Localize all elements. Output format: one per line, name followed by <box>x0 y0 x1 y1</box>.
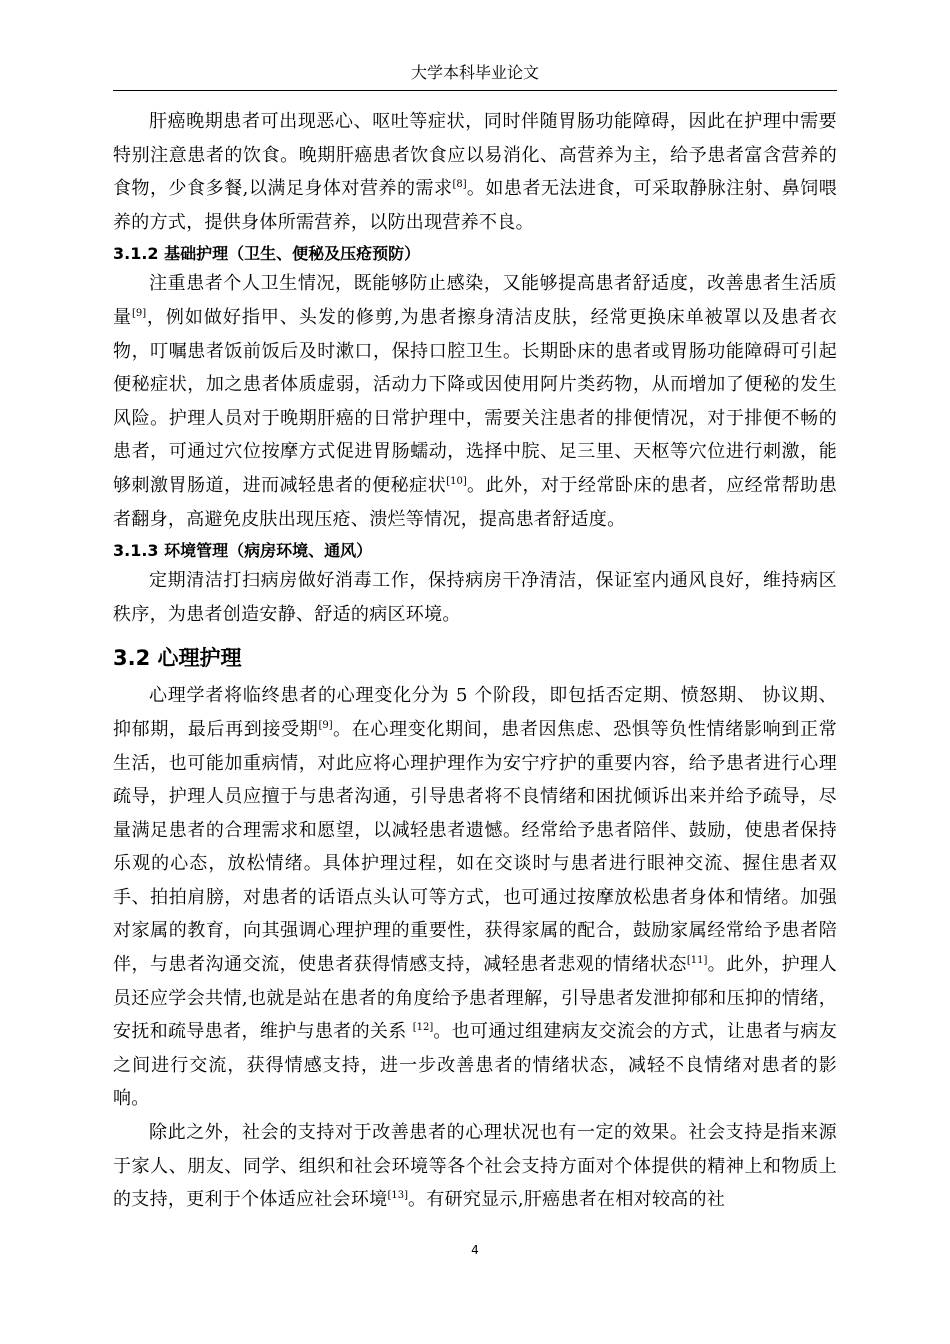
paragraph-text: ，例如做好指甲、头发的修剪,为患者擦身清洁皮肤，经常更换床单被罩以及患者衣物，叮嘱患者饭前饭后及时漱口，保持口腔卫生。长期卧床的患者或胃肠功能障碍可引起便秘症状，加之患者体质虚弱，活动力下降或因使用阿片类药物，从而增加了便秘的发生风险。护理人员对于晚期肝癌的日常护理中，需要关注患者的排便情况，对于排便不畅的患者，可通过穴位按摩方式促进胃肠蠕动，选择中脘、足三里、天枢等穴位进行刺激，能够刺激胃肠道，进而减轻患者的便秘症状 <box>113 306 837 496</box>
page-number: 4 <box>471 1243 479 1257</box>
paragraph-text: 注重患者个人卫生情况，既能够防止感染，又能够提高患者舒适度，改善患者生活质量 <box>113 273 837 328</box>
paragraph-text: 肝癌晚期患者可出现恶心、呕吐等症状，同时伴随胃肠功能障碍，因此在护理中需要特别注意患者的饮食。晚期肝癌患者饮食应以易消化、高营养为主，给予患者富含营养的食物，少食多餐,以满足身体对营养的需求 <box>113 111 837 200</box>
paragraph-text: 定期清洁打扫病房做好消毒工作，保持病房干净清洁，保证室内通风良好，维持病区秩序，为患者创造安静、舒适的病区环境。 <box>113 570 837 625</box>
paragraph-text: 。也可通过组建病友交流会的方式，让患者与病友之间进行交流，获得情感支持，进一步改善患者的情绪状态，减轻不良情绪对患者的影响。 <box>113 1021 837 1110</box>
paragraph-text: 除此之外，社会的支持对于改善患者的心理状况也有一定的效果。社会支持是指来源于家人、朋友、同学、组织和社会环境等各个社会支持方面对个体提供的精神上和物质上的支持，更利于个体适应社会环境 <box>113 1122 837 1211</box>
citation-10: [10] <box>446 475 467 487</box>
citation-8: [8] <box>452 179 467 191</box>
paragraph-diet <box>113 105 837 239</box>
citation-12: [12] <box>412 1022 434 1034</box>
paragraph-text: 。在心理变化期间，患者因焦虑、恐惧等负性情绪影响到正常生活，也可能加重病情，对此应将心理护理作为安宁疗护的重要内容，给予患者进行心理疏导，护理人员应擅于与患者沟通，引导患者将不良情绪和困扰倾诉出来并给予疏导，尽量满足患者的合理需求和愿望，以减轻患者遗憾。经常给予患者陪伴、鼓励，使患者保持乐观的心态，放松情绪。具体护理过程，如在交谈时与患者进行眼神交流、握住患者双手、拍拍肩膀，对患者的话语点头认可等方式，也可通过按摩放松患者身体和情绪。加强对家属的教育，向其强调心理护理的重要性，获得家属的配合，鼓励家属经常给予患者陪伴，与患者沟通交流，使患者获得情感支持，减轻患者悲观的情绪状态 <box>113 718 837 976</box>
paragraph-text: 。如患者无法进食，可采取静脉注射、鼻饲喂养的方式，提供身体所需营养，以防出现营养不良。 <box>113 178 837 233</box>
paragraph-social-support <box>113 1116 837 1217</box>
citation-11: [11] <box>686 955 708 967</box>
paragraph-text: 。此外，对于经常卧床的患者，应经常帮助患者翻身，高避免皮肤出现压疮、溃烂等情况，提高患者舒适度。 <box>113 474 837 530</box>
paragraph-text: 心理学者将临终患者的心理变化分为 5 个阶段，即包括否定期、愤怒期、 协议期、抑郁期，最后再到接受期 <box>113 685 837 740</box>
paragraph-environment <box>113 564 837 631</box>
paragraph-basic-care <box>113 267 837 536</box>
citation-9: [9] <box>132 307 147 319</box>
page-header-title: 大学本科毕业论文 <box>410 63 539 82</box>
document-body <box>113 105 837 1217</box>
paragraph-text: 。此外，护理人员还应学会共情,也就是站在患者的角度给予患者理解，引导患者发泄抑郁和压抑的情绪，安抚和疏导患者，维护与患者的关系 <box>113 954 837 1043</box>
header-rule <box>113 90 837 91</box>
section-heading-3-1-3: 3.1.3 环境管理（病房环境、通风） <box>113 541 373 561</box>
paragraph-text: 。有研究显示,肝癌患者在相对较高的社 <box>408 1189 726 1211</box>
section-heading-3-2: 3.2 心理护理 <box>113 646 242 671</box>
citation-9: [9] <box>318 719 333 731</box>
paragraph-psychological-care <box>113 679 837 1116</box>
citation-13: [13] <box>387 1190 409 1202</box>
section-heading-3-1-2: 3.1.2 基础护理（卫生、便秘及压疮预防） <box>113 244 421 264</box>
